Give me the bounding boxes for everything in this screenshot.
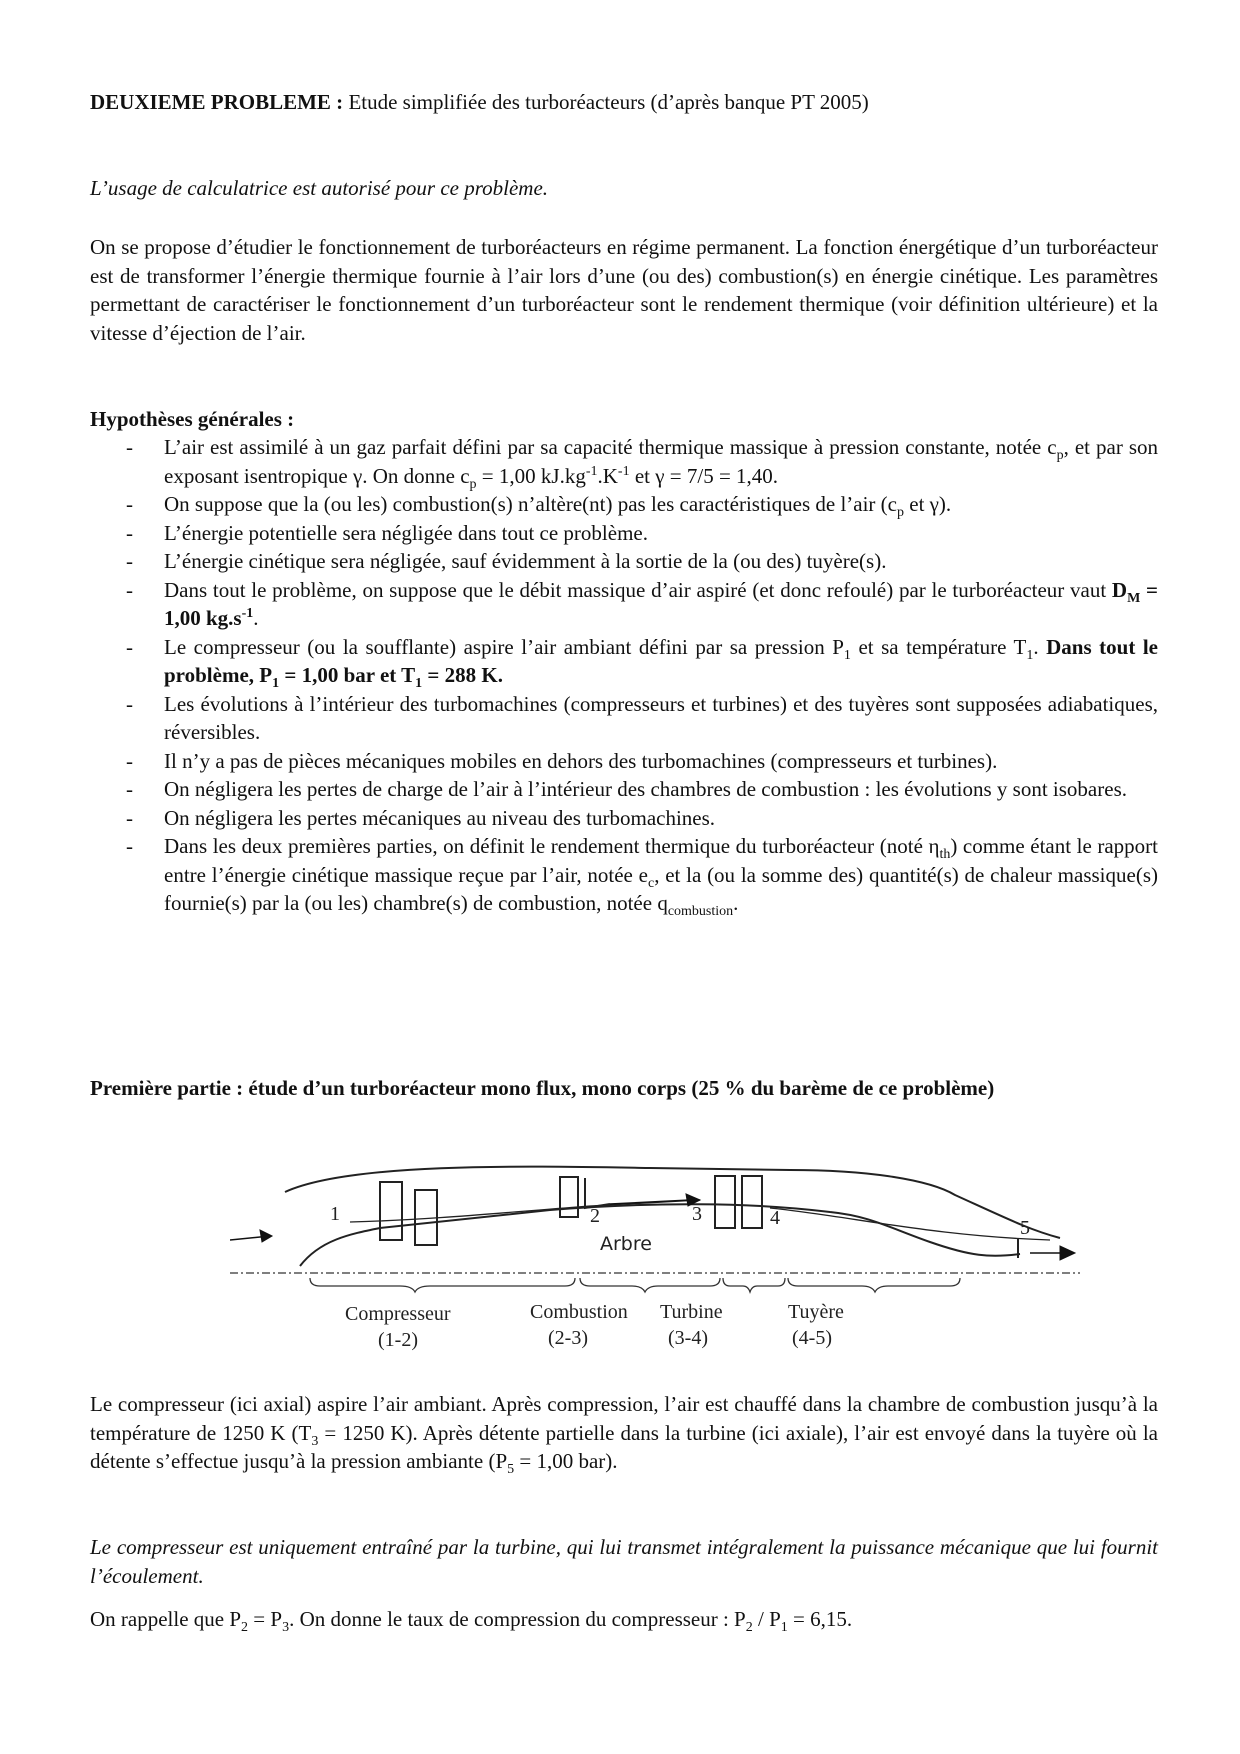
- outlet-arrowhead: [1060, 1246, 1075, 1260]
- turbine-blade: [715, 1176, 735, 1228]
- section-combustion: Combustion: [530, 1301, 628, 1323]
- hypotheses-list: [90, 433, 1158, 918]
- brace-turbine: [723, 1278, 785, 1292]
- problem-title-text: Etude simplifiée des turboréacteurs (d’après banque PT 2005): [343, 90, 869, 114]
- inner-hub: [300, 1204, 1020, 1266]
- paragraph-description: Le compresseur (ici axial) aspire l’air ambiant. Après compression, l’air est chauffé dans la chambre de combustion jusqu’à la température de 1250 K ($T_3 = 1250$ K). Après détente partielle dans la turbine (ici axiale), l’air est envoyé dans la tuyère où la détente s’effectue jusqu’à la pression ambiante ($P_5 = 1,00$ bar).: [90, 1392, 1158, 1478]
- section-combustion-range: (2-3): [548, 1327, 588, 1349]
- list-item: - Le compresseur (ou la soufflante) aspire l’air ambiant défini par sa pression $P_1$ et sa température $T_1$. Dans tout le problème, $P_1 = 1,00$ bar et $T_1 = 288$ K.: [126, 634, 1158, 692]
- shaft-label: Arbre: [600, 1233, 652, 1255]
- paragraph-compression-ratio: On rappelle que $P_2 = P_3$. On donne le taux de compression du compresseur : $P_2 / P_1 = 6,15$.: [90, 1607, 853, 1636]
- brace-combustion: [580, 1278, 720, 1292]
- station-2: 2: [590, 1205, 600, 1227]
- station-4: 4: [770, 1207, 780, 1229]
- list-item: - On négligera les pertes de charge de l’air à l’intérieur des chambres de combustion : les évolutions y sont isobares.: [126, 777, 1127, 801]
- combustion-inlet: [585, 1178, 610, 1208]
- intro-paragraph: On se propose d’étudier le fonctionnement de turboréacteurs en régime permanent. La fonction énergétique d’un turboréacteur est de transformer l’énergie thermique fournie à l’air lors d’une (ou des) combustion(s) en énergie cinétique. Les paramètres permettant de caractériser le fonctionnement d’un turboréacteur sont le rendement thermique (voir définition ultérieure) et la vitesse d’éjection de l’air.: [90, 235, 1158, 345]
- problem-title: [90, 88, 1158, 117]
- brace-nozzle: [788, 1278, 960, 1292]
- station-1: 1: [330, 1203, 340, 1225]
- section-turbine-range: (3-4): [668, 1327, 708, 1349]
- station-5: 5: [1020, 1217, 1030, 1239]
- hypotheses-title: Hypothèses générales :: [90, 407, 295, 431]
- section-compresseur-range: (1-2): [378, 1329, 418, 1351]
- turbojet-diagram: [230, 1150, 1080, 1360]
- list-item: - L’énergie cinétique sera négligée, sauf évidemment à la sortie de la (ou des) tuyère(s).: [126, 549, 887, 573]
- list-item: - Les évolutions à l’intérieur des turbomachines (compresseurs et turbines) et des tuyères sont supposées adiabatiques, réversibles.: [126, 691, 1158, 744]
- section-tuyere-range: (4-5): [792, 1327, 832, 1349]
- paragraph-compressor-drive: Le compresseur est uniquement entraîné par la turbine, qui lui transmet intégralement la puissance mécanique que lui fournit l’écoulement.: [90, 1535, 1158, 1588]
- station-3: 3: [692, 1203, 702, 1225]
- brace-compressor: [310, 1278, 575, 1292]
- calculator-note: L’usage de calculatrice est autorisé pour ce problème.: [90, 176, 549, 200]
- list-item: - On suppose que la (ou les) combustion(s) n’altère(nt) pas les caractéristiques de l’air ($c_p$ et γ).: [126, 492, 952, 521]
- list-item: - On négligera les pertes mécaniques au niveau des turbomachines.: [126, 805, 716, 830]
- compressor-blade: [380, 1182, 402, 1240]
- turbine-blade: [742, 1176, 762, 1228]
- section-compresseur: Compresseur: [345, 1303, 451, 1325]
- list-item: - Dans tout le problème, on suppose que le débit massique d’air aspiré (et donc refoulé) par le turboréacteur vaut $D_M = 1,00$ $kg.s^{-1}$.: [126, 577, 1159, 630]
- list-item: - L’air est assimilé à un gaz parfait défini par sa capacité thermique massique à pression constante, notée $c_p$, et par son exposant isentropique γ. On donne $c_p = 1,00$ $kJ.kg^{-1}.K^{-1}$ et γ = 7/5 = 1,40.: [126, 435, 1158, 492]
- section-tuyere: Tuyère: [788, 1301, 844, 1323]
- list-item: - Il n’y a pas de pièces mécaniques mobiles en dehors des turbomachines (compresseurs et turbines).: [126, 748, 998, 773]
- part1-title: Première partie : étude d’un turboréacteur mono flux, mono corps (25 % du barème de ce problème): [90, 1076, 995, 1100]
- list-item: - L’énergie potentielle sera négligée dans tout ce problème.: [126, 520, 648, 545]
- list-item: - Dans les deux premières parties, on définit le rendement thermique du turboréacteur (noté $\eta_{th}$) comme étant le rapport entre l’énergie cinétique massique reçue par l’air, notée $e_c$, et la (ou la somme des) quantité(s) de chaleur massique(s) fournie(s) par la (ou les) chambre(s) de combustion, notée $q_{combustion}$.: [126, 834, 1158, 920]
- problem-title-bold: DEUXIEME PROBLEME :: [90, 90, 344, 114]
- section-turbine: Turbine: [660, 1301, 723, 1323]
- inlet-arrowhead: [260, 1230, 272, 1242]
- compressor-blade: [560, 1177, 578, 1217]
